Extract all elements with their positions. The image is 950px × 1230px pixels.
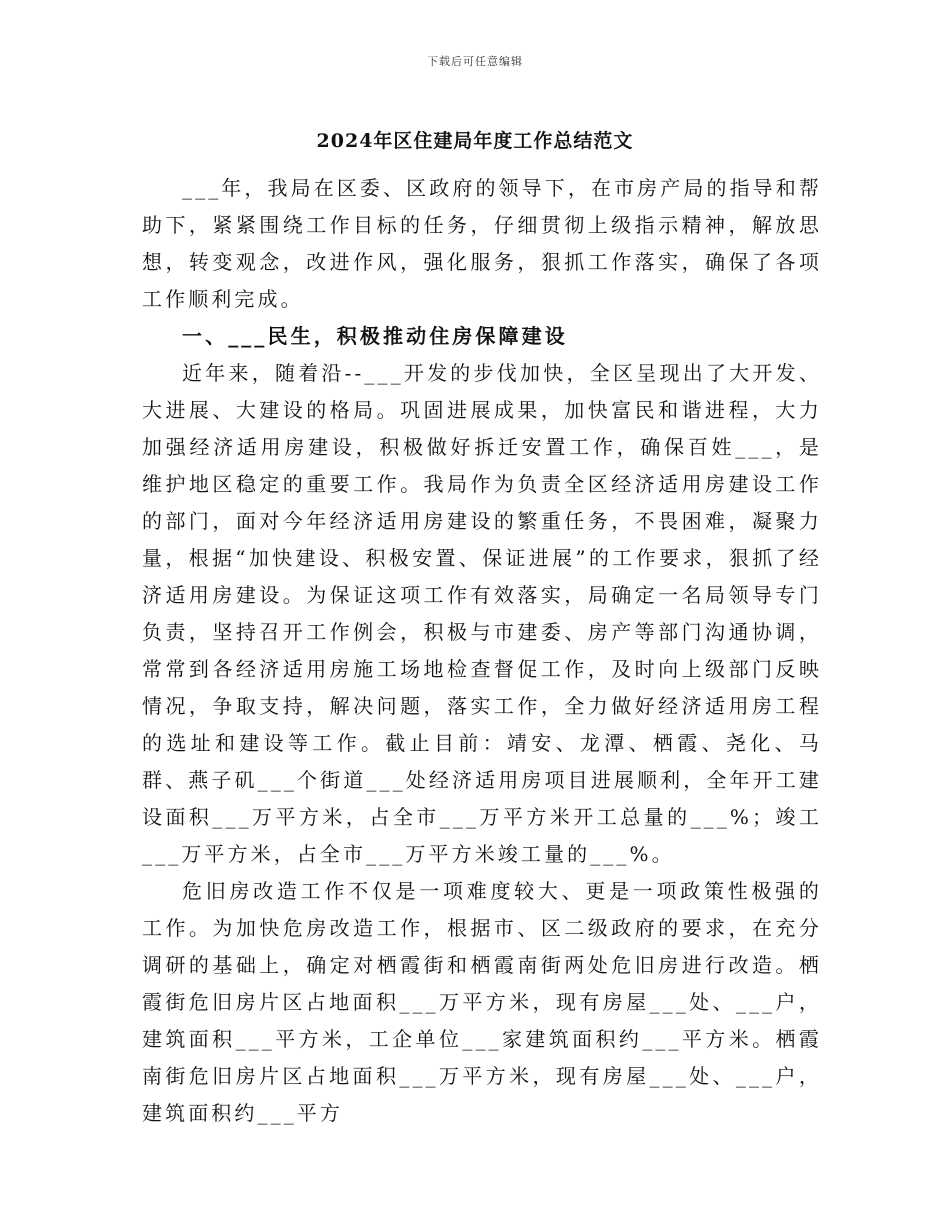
intro-paragraph	[142, 170, 822, 318]
section-heading	[142, 318, 822, 355]
paragraph-text: 危旧房改造工作不仅是一项难度较大、更是一项政策性极强的工作。为加快危房改造工作，根据市、区二级政府的要求，在充分调研的基础上，确定对栖霞街和栖霞南街两处危旧房进行改造。栖霞街危旧房片区占地面积___万平方米，现有房屋___处、___户，建筑面积___平方米，工企单位___家建筑面积约___平方米。栖霞南街危旧房片区占地面积___万平方米，现有房屋___处、___户，建筑面积约___平方	[142, 879, 822, 1125]
paragraph-text: 近年来，随着沿--___开发的步伐加快，全区呈现出了大开发、大进展、大建设的格局。巩固进展成果，加快富民和谐进程，大力加强经济适用房建设，积极做好拆迁安置工作，确保百姓___，是维护地区稳定的重要工作。我局作为负责全区经济适用房建设工作的部门，面对今年经济适用房建设的繁重任务，不畏困难，凝聚力量，根据“加快建设、积极安置、保证进展”的工作要求，狠抓了经济适用房建设。为保证这项工作有效落实，局确定一名局领导专门负责，坚持召开工作例会，积极与市建委、房产等部门沟通协调，常常到各经济适用房施工场地检查督促工作，及时向上级部门反映情况，争取支持，解决问题，落实工作，全力做好经济适用房工程的选址和建设等工作。截止目前：靖安、龙潭、栖霞、尧化、马群、燕子矶___个街道___处经济适用房项目进展顺利，全年开工建设面积___万平方米，占全市___万平方米开工总量的___%；竣工___万平方米，占全市___万平方米竣工量的___%。	[142, 361, 822, 866]
document-title: 2024年区住建局年度工作总结范文	[316, 130, 634, 152]
section-heading-text: 一、___民生，积极推动住房保障建设	[182, 324, 568, 348]
renovation-paragraph	[142, 873, 822, 1132]
header-note: 下载后可任意编辑	[427, 55, 523, 68]
paragraph-text: ___年，我局在区委、区政府的领导下，在市房产局的指导和帮助下，紧紧围绕工作目标的任务，仔细贯彻上级指示精神，解放思想，转变观念，改进作风，强化服务，狠抓工作落实，确保了各项工作顺利完成。	[142, 176, 822, 311]
housing-paragraph	[142, 355, 822, 873]
